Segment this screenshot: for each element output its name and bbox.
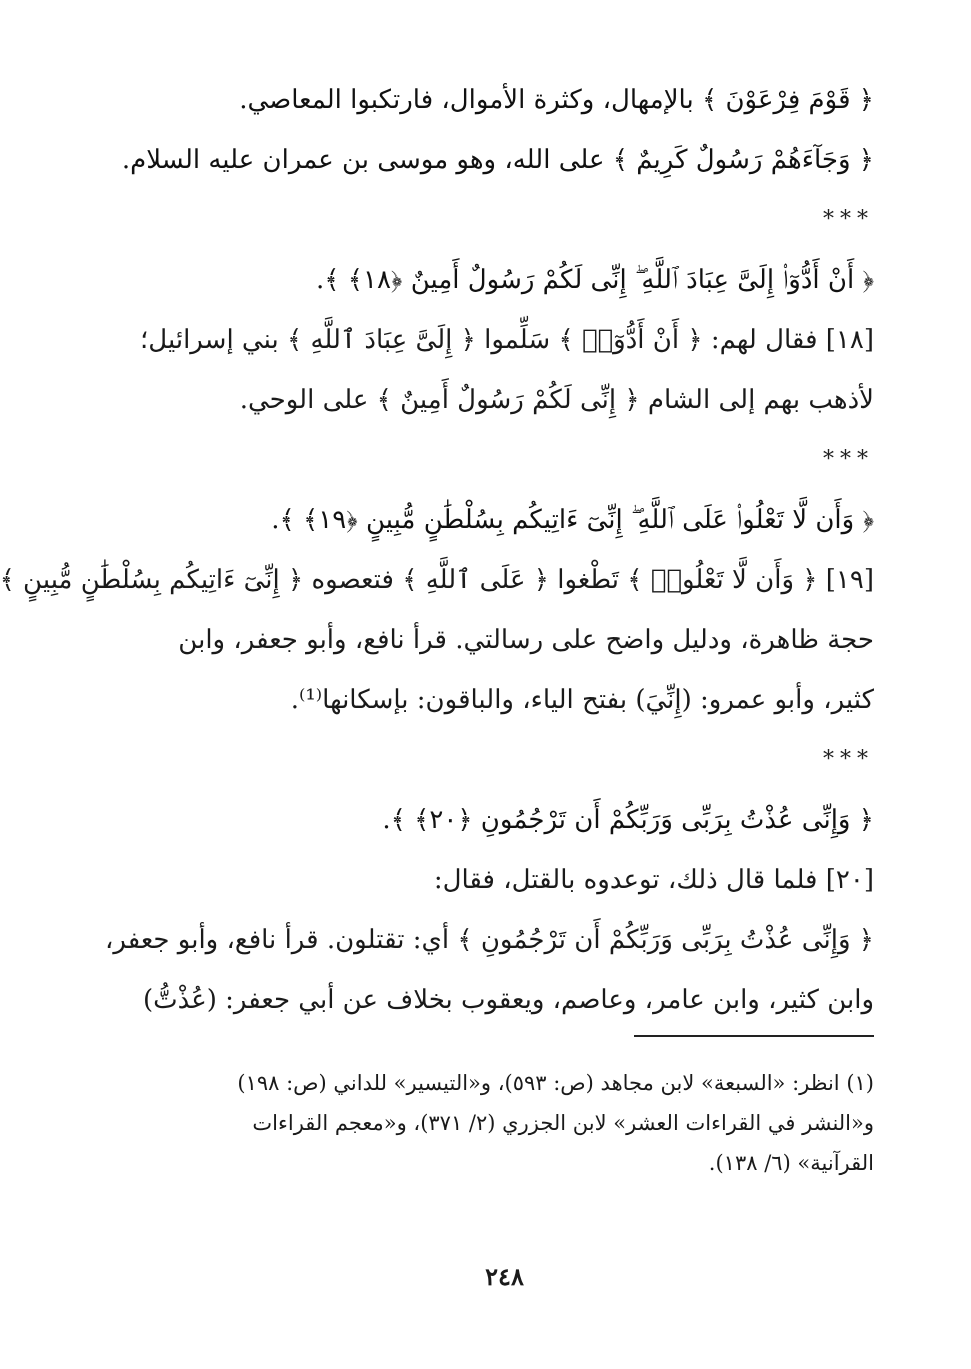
commentary-line: ﴿ وَإِنِّى عُذْتُ بِرَبِّى وَرَبِّكُمْ أَن تَرْجُمُونِ ﴾ أي: تقتلون. قرأ نافع، وأبو جعفر، <box>105 925 874 955</box>
verse-20: ﴿ وَإِنِّى عُذْتُ بِرَبِّى وَرَبِّكُمْ أَن تَرْجُمُونِ ﴿٢٠﴾ ﴾. <box>382 805 874 835</box>
verse-line: ﴿ قَوْمَ فِرْعَوْنَ ﴾ بالإمهال، وكثرة الأموال، فارتكبوا المعاصي. <box>239 85 874 115</box>
footnote-line: و«النشر في القراءات العشر» لابن الجزري (٢/ ٣٧١)، و«معجم القراءات <box>252 1111 874 1135</box>
commentary-line: كثير، وأبو عمرو: (إِنِّيَ) بفتح الياء، والباقون: بإسكانها⁽¹⁾. <box>290 685 874 715</box>
commentary-line: لأذهب بهم إلى الشام ﴿ إِنِّى لَكُمْ رَسُولٌ أَمِينٌ ﴾ على الوحي. <box>239 385 874 415</box>
commentary-line: وابن كثير، وابن عامر، وعاصم، ويعقوب بخلاف عن أبي جعفر: (عُذْتُّ) <box>142 985 874 1015</box>
footnote-divider <box>634 1035 874 1037</box>
page-number: ٢٤٨ <box>485 1262 524 1291</box>
commentary-line: [١٩] ﴿ وَأَن لَّا تَعْلُوا۟ ﴾ تَطْغوا ﴿ عَلَى ٱللَّهِ ﴾ فتعصوه ﴿ إِنِّىٓ ءَاتِيكُم بِسُلْطَٰنٍ مُّبِينٍ ﴾ <box>0 565 874 595</box>
verse-18: ﴿ أَنْ أَدُّوٓا۟ إِلَىَّ عِبَادَ ٱللَّهِ ۖ إِنِّى لَكُمْ رَسُولٌ أَمِينٌ ﴿١٨﴾ ﴾. <box>315 265 874 295</box>
commentary-line: [١٨] فقال لهم: ﴿ أَنْ أَدُّوٓا۟ ﴾ سَلِّموا ﴿ إِلَىَّ عِبَادَ ٱللَّهِ ﴾ بني إسرائيل؛ <box>140 325 874 355</box>
verse-line: ﴿ وَجَآءَهُمْ رَسُولٌ كَرِيمٌ ﴾ على الله، وهو موسى بن عمران عليه السلام. <box>121 145 874 175</box>
footnote-line: القرآنية» (٦/ ١٣٨). <box>708 1151 874 1175</box>
section-separator: *** <box>823 207 874 232</box>
footnotes <box>134 1063 874 1183</box>
section-separator: *** <box>823 447 874 472</box>
verse-19: ﴿ وَأَن لَّا تَعْلُوا۟ عَلَى ٱللَّهِ ۖ إِنِّىٓ ءَاتِيكُم بِسُلْطَٰنٍ مُّبِينٍ ﴿١٩﴾ ﴾. <box>271 505 874 535</box>
section-separator: *** <box>823 747 874 772</box>
commentary-line: [٢٠] فلما قال ذلك، توعدوه بالقتل، فقال: <box>433 865 874 895</box>
commentary-line: حجة ظاهرة، ودليل واضح على رسالتي. قرأ نافع، وأبو جعفر، وابن <box>178 625 874 655</box>
main-text <box>0 70 874 1030</box>
footnote-line: (١) انظر: «السبعة» لابن مجاهد (ص: ٥٩٣)، و«التيسير» للداني (ص: ١٩٨) <box>237 1071 874 1095</box>
